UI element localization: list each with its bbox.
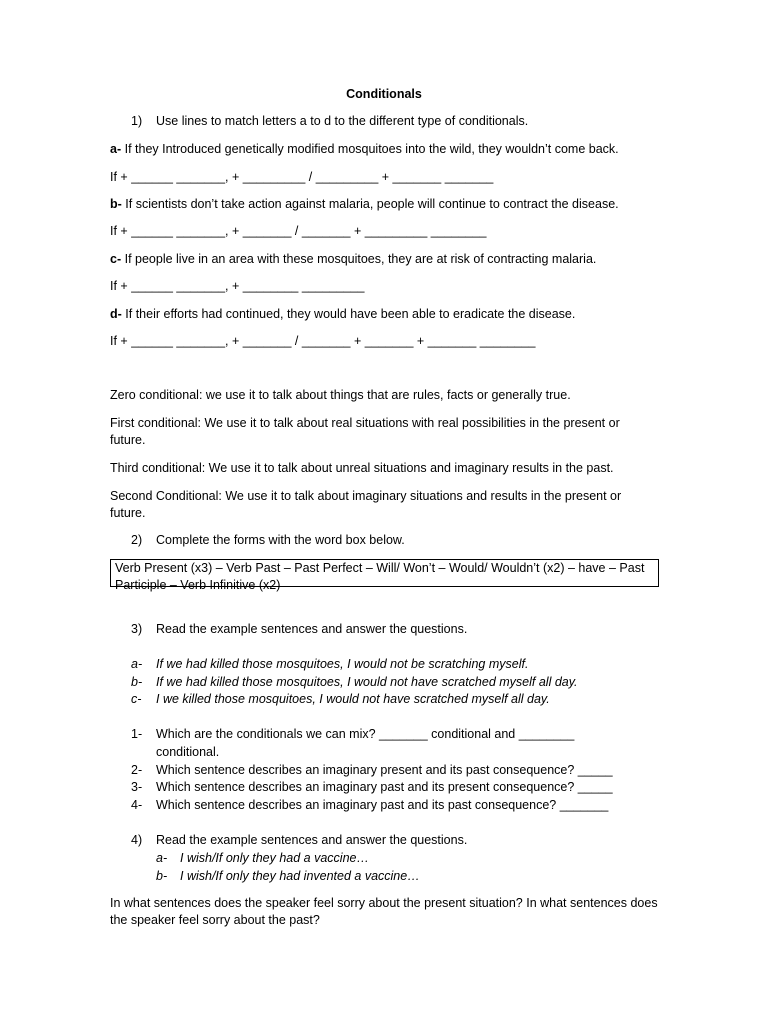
question-text-continued: conditional.: [156, 745, 220, 759]
question-number: 3-: [131, 780, 143, 794]
item-letter: b-: [110, 197, 122, 211]
section-2-number: 2): [131, 533, 143, 547]
section-1-number: 1): [131, 114, 143, 128]
item-c-form: If + ______ _______, + ________ _________: [110, 279, 365, 293]
example-text: I wish/If only they had invented a vaccine…: [180, 869, 420, 883]
example-letter: b-: [156, 869, 168, 883]
question-text: Which sentence describes an imaginary past and its present consequence? _____: [156, 780, 613, 794]
definition-zero: Zero conditional: we use it to talk about things that are rules, facts or generally true.: [110, 388, 571, 402]
word-box: Verb Present (x3) – Verb Past – Past Perfect – Will/ Won’t – Would/ Wouldn’t (x2) – have – Past Participle – Verb Infinitive (x2): [110, 559, 659, 587]
example-letter: c-: [131, 692, 142, 706]
definition-third: Third conditional: We use it to talk about unreal situations and imaginary results in the past.: [110, 461, 614, 475]
section-3-instruction: Read the example sentences and answer the questions.: [156, 622, 468, 636]
item-b-sentence: [110, 196, 658, 213]
definition-second: Second Conditional: We use it to talk about imaginary situations and results in the present or future.: [110, 489, 622, 520]
item-letter: c-: [110, 252, 122, 266]
section-1-instruction: Use lines to match letters a to d to the different type of conditionals.: [156, 114, 529, 128]
section-2-instruction: Complete the forms with the word box below.: [156, 533, 405, 547]
section-4-instruction: Read the example sentences and answer the questions.: [156, 833, 468, 847]
section-3-number: 3): [131, 622, 143, 636]
question-text: Which sentence describes an imaginary past and its past consequence? _______: [156, 798, 609, 812]
closing-question: In what sentences does the speaker feel sorry about the present situation? In what sentences does the speaker feel sorry about the past?: [110, 896, 658, 927]
item-a-sentence: [110, 141, 658, 158]
item-a-form: If + ______ _______, + _________ / _________ + _______ _______: [110, 170, 494, 184]
item-sentence: If scientists don’t take action against malaria, people will continue to contract the disease.: [121, 197, 619, 211]
question-number: 1-: [131, 727, 143, 741]
section-4-number: 4): [131, 833, 143, 847]
example-text: If we had killed those mosquitoes, I would not have scratched myself all day.: [156, 675, 578, 689]
example-text: If we had killed those mosquitoes, I would not be scratching myself.: [156, 657, 529, 671]
item-d-sentence: [110, 306, 658, 323]
question-number: 4-: [131, 798, 143, 812]
question-text: Which sentence describes an imaginary present and its past consequence? _____: [156, 763, 613, 777]
definition-first: First conditional: We use it to talk about real situations with real possibilities in the present or future.: [110, 416, 620, 447]
item-d-form: If + ______ _______, + _______ / _______ + _______ + _______ ________: [110, 334, 536, 348]
example-letter: a-: [131, 657, 143, 671]
question-text: Which are the conditionals we can mix? _______ conditional and ________: [156, 727, 575, 741]
example-text: I we killed those mosquitoes, I would not have scratched myself all day.: [156, 692, 550, 706]
question-number: 2-: [131, 763, 143, 777]
item-letter: a-: [110, 142, 122, 156]
item-sentence: If they Introduced genetically modified mosquitoes into the wild, they wouldn’t come back.: [121, 142, 619, 156]
page-title: Conditionals: [346, 87, 422, 101]
item-c-sentence: [110, 251, 658, 268]
item-sentence: If their efforts had continued, they would have been able to eradicate the disease.: [121, 307, 576, 321]
example-letter: b-: [131, 675, 143, 689]
example-text: I wish/If only they had a vaccine…: [180, 851, 369, 865]
item-letter: d-: [110, 307, 122, 321]
item-b-form: If + ______ _______, + _______ / _______ + _________ ________: [110, 224, 487, 238]
example-letter: a-: [156, 851, 168, 865]
item-sentence: If people live in an area with these mosquitoes, they are at risk of contracting malaria.: [121, 252, 597, 266]
